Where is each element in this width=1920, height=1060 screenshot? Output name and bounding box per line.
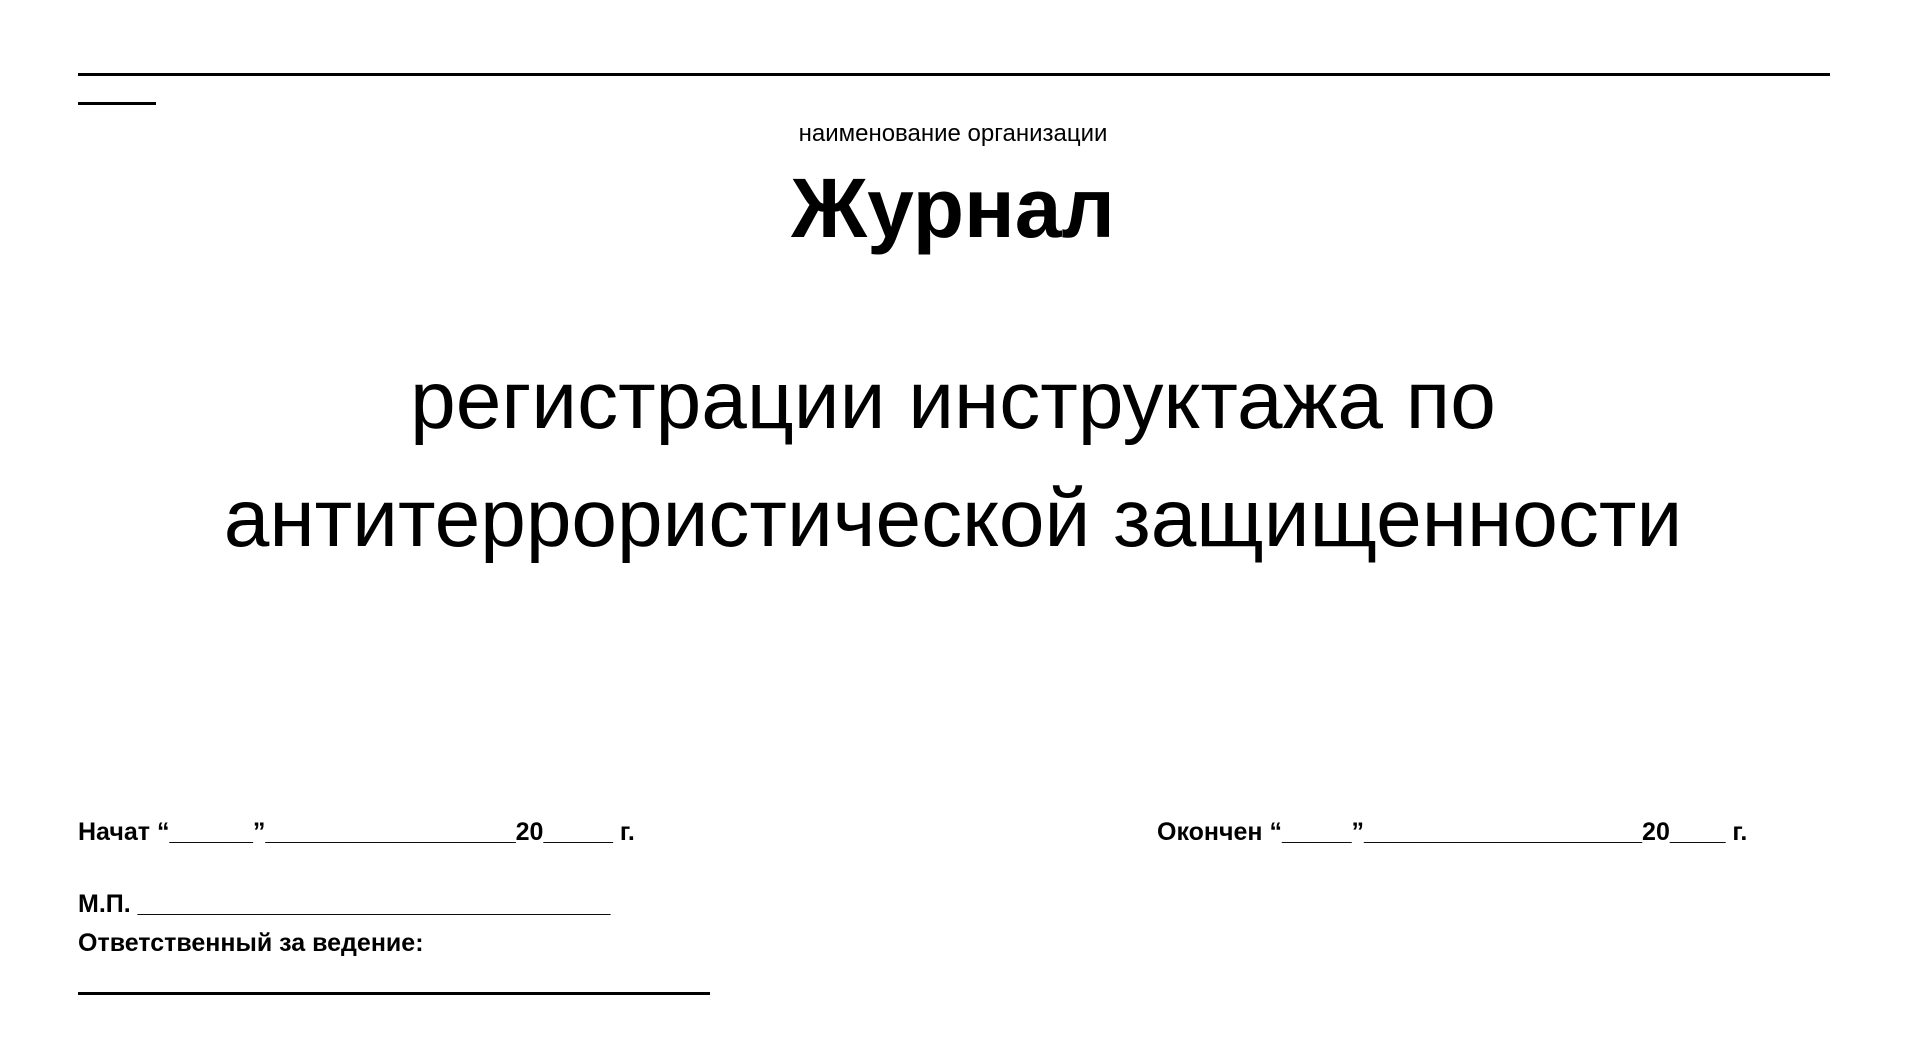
stamp-field: М.П. __________________________________ (78, 890, 611, 918)
document-title: Журнал (791, 161, 1115, 255)
document-subtitle (0, 342, 1906, 578)
organization-name-line-continuation (78, 102, 156, 105)
end-date-field: Окончен “_____”____________________20____ г. (1157, 818, 1748, 846)
responsible-signature-line (78, 992, 710, 995)
subtitle-line-1: регистрации инструктажа по (410, 355, 1496, 446)
start-date-field: Начат “______”__________________20_____ г. (78, 818, 635, 846)
organization-caption: наименование организации (798, 120, 1108, 147)
organization-name-line (78, 73, 1830, 76)
subtitle-line-2: антитеррористической защищенности (223, 473, 1683, 564)
responsible-person-label: Ответственный за ведение: (78, 929, 424, 957)
